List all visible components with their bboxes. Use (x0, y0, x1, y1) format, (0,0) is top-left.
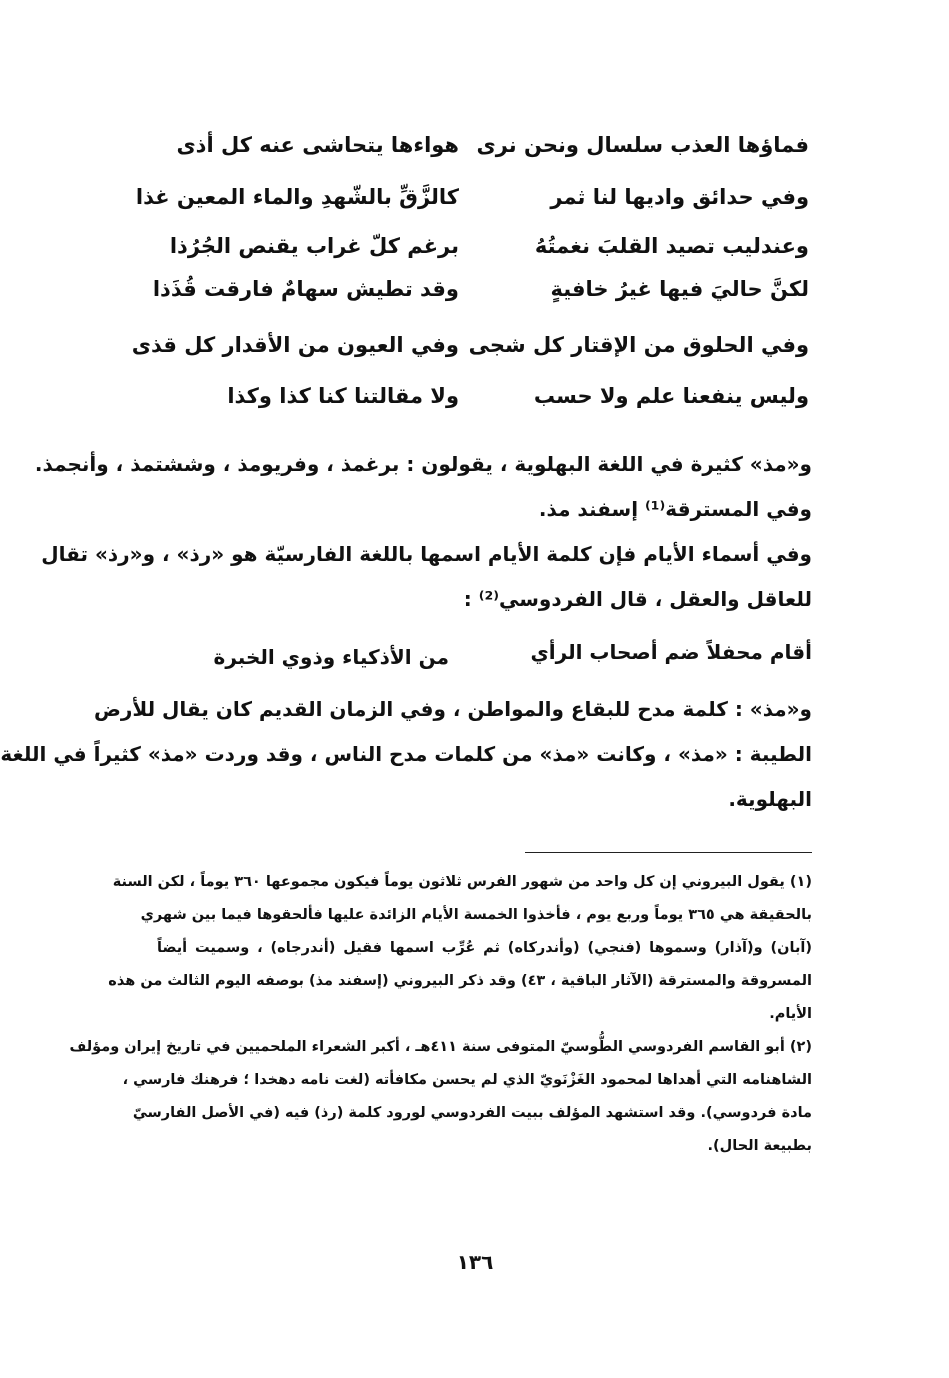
paragraph-line: وفي المسترقة⁽¹⁾ إسفند مذ. (538, 497, 812, 521)
footnote-line: بالحقيقة هي ٣٦٥ يوماً وربع يوم ، فأخذوا الخمسة الأيام الزائدة عليها فألحقوها فيما بين شهري (140, 907, 812, 923)
footnote-line: الشاهنامه التي أهداها لمحمود الغَزْنَويّ الذي لم يحسن مكافأته (لغت نامه دهخدا ؛ فرهنك فارسي ، (122, 1072, 812, 1088)
verse-hemistich-right: وليس ينفعنا علم ولا حسب (533, 384, 809, 408)
footnote-separator (525, 852, 812, 853)
paragraph-line: الطيبة : «مذ» ، وكانت «مذ» من كلمات مدح الناس ، وقد وردت «مذ» كثيراً في اللغة (0, 742, 812, 766)
footnote-line: بطبيعة الحال). (707, 1138, 812, 1154)
verse-hemistich-left: برغم كلّ غراب يقنص الجُرُذا (169, 234, 459, 258)
paragraph-line: البهلوية. (728, 787, 812, 811)
footnote-line: مادة فردوسي). وقد استشهد المؤلف ببيت الفردوسي لورود كلمة (رذ) فيه (في الأصل الفارسيّ (132, 1105, 812, 1121)
verse-hemistich-left: ولا مقالتنا كنا كذا وكذا (227, 384, 459, 408)
verse-hemistich-left: وقد تطيش سهامٌ فارقت قُذَذا (152, 277, 459, 301)
verse-hemistich-right: فماؤها العذب سلسال ونحن نرى (476, 133, 809, 157)
footnote-line: (٢) أبو القاسم الفردوسي الطُّوسيّ المتوفى سنة ٤١١هـ ، أكبر الشعراء الملحميين في تاريخ إيران ومؤلف (69, 1039, 812, 1055)
verse-hemistich-right: وفي حدائق واديها لنا ثمر (550, 185, 809, 209)
footnote-line: (آبان) و(آذار) وسموها (فنجي) (وأندركاه) ثم عُرِّب اسمها فقيل (أندرجاه) ، وسميت أيضاً (157, 940, 812, 956)
paragraph-line: للعاقل والعقل ، قال الفردوسي⁽²⁾ : (463, 587, 812, 611)
paragraph-line: وفي أسماء الأيام فإن كلمة الأيام اسمها باللغة الفارسيّة هو «رذ» ، و«رذ» تقال (41, 542, 812, 566)
verse-hemistich-right: وفي الحلوق من الإقتار كل شجى (468, 333, 809, 357)
verse-hemistich-right: لكنَّ حاليَ فيها غيرُ خافيةٍ (550, 277, 809, 301)
paragraph-line: و«مذ» كثيرة في اللغة البهلوية ، يقولون : برغمذ ، وفريومذ ، وششتمذ ، وأنجمذ. (34, 452, 812, 476)
quote-hemistich-right: أقام محفلاً ضم أصحاب الرأي (530, 640, 812, 664)
verse-hemistich-left: وفي العيون من الأقدار كل قذى (131, 333, 459, 357)
quote-hemistich-left: من الأذكياء وذوي الخبرة (213, 645, 449, 669)
verse-hemistich-left: كالزَّقِّ بالشّهدِ والماء المعين غذا (135, 185, 459, 209)
footnote-line: المسروقة والمسترقة (الآثار الباقية ، ٤٣) وقد ذكر البيروني (إسفند مذ) بوصفه اليوم الثالث من هذه (108, 973, 812, 989)
verse-hemistich-right: وعندليب تصيد القلبَ نغمتُهُ (534, 234, 809, 258)
paragraph-line: و«مذ» : كلمة مدح للبقاع والمواطن ، وفي الزمان القديم كان يقال للأرض (93, 697, 812, 721)
page-number: ١٣٦ (456, 1250, 494, 1274)
footnote-line: (١) يقول البيروني إن كل واحد من شهور الفرس ثلاثون يوماً فيكون مجموعها ٣٦٠ يوماً ، لكن السنة (112, 874, 812, 890)
verse-hemistich-left: هواءها يتحاشى عنه كل أذى (176, 133, 459, 157)
footnote-line: الأيام. (769, 1006, 812, 1022)
